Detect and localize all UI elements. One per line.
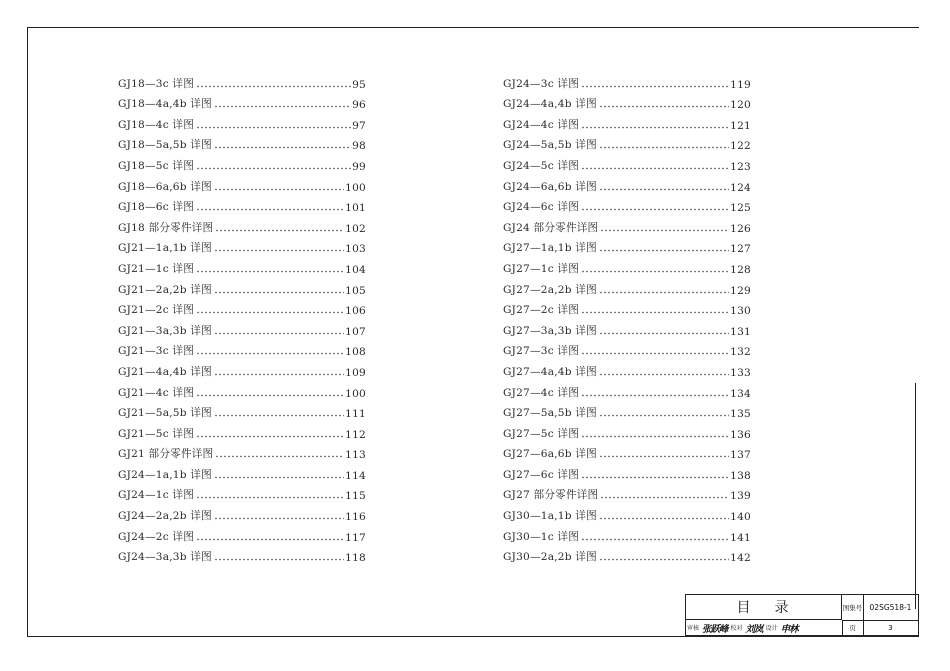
toc-entry-label: GJ24—1c 详图: [118, 489, 195, 502]
toc-entry: [118, 400, 366, 421]
toc-entry-label: GJ18—5c 详图: [118, 159, 195, 172]
toc-entry: [503, 461, 751, 482]
toc-dot-leader: [599, 332, 729, 335]
toc-dot-leader: [581, 352, 729, 355]
toc-entry-label: GJ18—6c 详图: [118, 201, 195, 214]
toc-entry: [118, 173, 366, 194]
toc-entry: [503, 297, 751, 318]
toc-entry: [503, 235, 751, 256]
toc-entry-page: 116: [345, 511, 366, 524]
toc-entry-label: GJ27—3a,3b 详图: [503, 324, 597, 337]
toc-entry: [503, 214, 751, 235]
toc-entry: [503, 400, 751, 421]
toc-entry-label: GJ24—6c 详图: [503, 201, 580, 214]
toc-entry-label: GJ27—6a,6b 详图: [503, 448, 597, 461]
toc-entry: [503, 173, 751, 194]
toc-dot-leader: [599, 414, 729, 417]
toc-entry-page: 131: [730, 325, 751, 338]
toc-dot-leader: [214, 558, 344, 561]
toc-entry-page: 138: [730, 469, 751, 482]
toc-dot-leader: [599, 373, 729, 376]
toc-entry-page: 104: [345, 263, 366, 276]
toc-entry-page: 108: [345, 346, 366, 359]
atlas-number: 02SG518-1: [863, 595, 918, 621]
toc-dot-leader: [599, 455, 729, 458]
toc-entry-page: 128: [730, 263, 751, 276]
toc-entry-label: GJ21—2c 详图: [118, 304, 195, 317]
toc-entry: [118, 502, 366, 523]
toc-entry-page: 101: [345, 202, 366, 215]
toc-entry-label: GJ27—4a,4b 详图: [503, 365, 597, 378]
toc-entry-label: GJ18—5a,5b 详图: [118, 139, 212, 152]
toc-entry-page: 135: [730, 408, 751, 421]
toc-dot-leader: [196, 394, 344, 397]
toc-entry-label: GJ27—1a,1b 详图: [503, 242, 597, 255]
toc-entry-label: GJ27—5c 详图: [503, 427, 580, 440]
toc-dot-leader: [214, 188, 344, 191]
toc-dot-leader: [581, 85, 729, 88]
toc-dot-leader: [581, 394, 729, 397]
toc-entry-page: 99: [352, 160, 366, 173]
toc-entry-label: GJ27—2a,2b 详图: [503, 283, 597, 296]
frame-top-border: [28, 27, 919, 28]
toc-dot-leader: [581, 270, 729, 273]
toc-entry-label: GJ30—1c 详图: [503, 530, 580, 543]
toc-entry-page: 136: [730, 428, 751, 441]
toc-entry: [503, 338, 751, 359]
toc-entry-label: GJ18—3c 详图: [118, 77, 195, 90]
toc-entry-page: 124: [730, 181, 751, 194]
toc-dot-leader: [196, 311, 344, 314]
toc-entry-page: 107: [345, 325, 366, 338]
toc-dot-leader: [196, 167, 351, 170]
toc-entry-label: GJ21—4a,4b 详图: [118, 365, 212, 378]
toc-entry-page: 114: [345, 469, 366, 482]
toc-entry-page: 97: [352, 119, 366, 132]
toc-entry-page: 139: [730, 490, 751, 503]
atlas-number-label: 图集号: [842, 595, 864, 621]
toc-dot-leader: [196, 208, 344, 211]
toc-entry-label: GJ18—6a,6b 详图: [118, 180, 212, 193]
toc-entry-label: GJ27—1c 详图: [503, 262, 580, 275]
toc-entry-page: 125: [730, 202, 751, 215]
frame-right-border: [915, 383, 916, 609]
toc-entry-page: 129: [730, 284, 751, 297]
toc-entry: [118, 194, 366, 215]
toc-entry-page: 121: [730, 119, 751, 132]
toc-entry-label: GJ24 部分零件详图: [503, 221, 599, 234]
designer-label: 设计: [765, 625, 778, 632]
toc-entry: [503, 502, 751, 523]
toc-entry: [118, 379, 366, 400]
toc-dot-leader: [196, 270, 344, 273]
toc-entry: [503, 194, 751, 215]
toc-entry-label: GJ21—3c 详图: [118, 345, 195, 358]
reviewer-label: 审核: [687, 625, 700, 632]
toc-entry-page: 119: [730, 78, 751, 91]
toc-entry-page: 137: [730, 449, 751, 462]
toc-dot-leader: [581, 311, 729, 314]
toc-entry: [118, 297, 366, 318]
page-label: 页: [842, 620, 864, 635]
toc-entry: [503, 358, 751, 379]
toc-entry-label: GJ18—4c 详图: [118, 118, 195, 131]
toc-dot-leader: [599, 517, 729, 520]
toc-dot-leader: [196, 85, 351, 88]
toc-entry-label: GJ27—4c 详图: [503, 386, 580, 399]
toc-dot-leader: [214, 332, 344, 335]
toc-entry: [118, 255, 366, 276]
toc-entry: [118, 420, 366, 441]
toc-entry: [118, 441, 366, 462]
toc-entry-label: GJ24—2c 详图: [118, 530, 195, 543]
title-block-title: 目录: [686, 595, 842, 620]
toc-dot-leader: [215, 455, 344, 458]
toc-entry: [503, 420, 751, 441]
toc-entry-label: GJ21—1a,1b 详图: [118, 242, 212, 255]
toc-entry-page: 141: [730, 531, 751, 544]
toc-entry-label: GJ24—6a,6b 详图: [503, 180, 597, 193]
toc-dot-leader: [214, 105, 351, 108]
toc-entry-label: GJ21—3a,3b 详图: [118, 324, 212, 337]
toc-dot-leader: [214, 476, 344, 479]
toc-dot-leader: [214, 146, 351, 149]
toc-entry-label: GJ27 部分零件详图: [503, 489, 599, 502]
toc-entry-page: 122: [730, 140, 751, 153]
toc-entry-label: GJ27—3c 详图: [503, 345, 580, 358]
toc-column-left: [118, 70, 366, 564]
toc-dot-leader: [599, 188, 729, 191]
toc-dot-leader: [196, 352, 344, 355]
toc-entry-page: 102: [345, 222, 366, 235]
toc-dot-leader: [215, 229, 344, 232]
toc-dot-leader: [581, 476, 729, 479]
toc-entry: [503, 482, 751, 503]
toc-entry: [503, 91, 751, 112]
toc-entry-label: GJ24—1a,1b 详图: [118, 468, 212, 481]
toc-entry-page: 115: [345, 490, 366, 503]
signature-row: [686, 620, 843, 635]
toc-entry: [118, 338, 366, 359]
toc-entry: [118, 152, 366, 173]
toc-entry-page: 132: [730, 346, 751, 359]
toc-entry-page: 123: [730, 160, 751, 173]
toc-entry: [503, 132, 751, 153]
toc-entry: [118, 317, 366, 338]
toc-entry-label: GJ24—5a,5b 详图: [503, 139, 597, 152]
toc-entry: [503, 523, 751, 544]
toc-entry-page: 106: [345, 305, 366, 318]
toc-entry: [503, 111, 751, 132]
toc-dot-leader: [196, 538, 344, 541]
toc-entry-label: GJ27—6c 详图: [503, 468, 580, 481]
toc-entry: [118, 544, 366, 565]
toc-entry: [118, 461, 366, 482]
toc-entry-page: 118: [345, 552, 366, 565]
toc-entry-label: GJ21—1c 详图: [118, 262, 195, 275]
toc-entry-page: 111: [345, 408, 366, 421]
toc-dot-leader: [581, 126, 729, 129]
designer-signature: 申林: [780, 623, 798, 635]
toc-entry: [503, 152, 751, 173]
toc-entry: [503, 70, 751, 91]
toc-entry-label: GJ24—5c 详图: [503, 159, 580, 172]
toc-entry-label: GJ21—5a,5b 详图: [118, 407, 212, 420]
toc-entry: [118, 91, 366, 112]
toc-entry: [118, 482, 366, 503]
toc-entry-label: GJ27—5a,5b 详图: [503, 407, 597, 420]
toc-entry-label: GJ24—4a,4b 详图: [503, 98, 597, 111]
toc-entry: [118, 235, 366, 256]
toc-entry-page: 105: [345, 284, 366, 297]
toc-dot-leader: [214, 414, 344, 417]
toc-dot-leader: [196, 496, 344, 499]
toc-entry-page: 127: [730, 243, 751, 256]
title-block: [685, 594, 919, 636]
toc-entry: [503, 255, 751, 276]
toc-entry-label: GJ30—1a,1b 详图: [503, 510, 597, 523]
toc-dot-leader: [214, 517, 344, 520]
toc-entry-page: 96: [352, 99, 366, 112]
toc-dot-leader: [599, 105, 729, 108]
toc-entry-page: 133: [730, 366, 751, 379]
toc-dot-leader: [214, 373, 344, 376]
toc-entry: [503, 276, 751, 297]
toc-entry-label: GJ24—2a,2b 详图: [118, 510, 212, 523]
toc-entry-page: 140: [730, 511, 751, 524]
toc-entry: [118, 214, 366, 235]
toc-dot-leader: [599, 558, 729, 561]
toc-entry-page: 130: [730, 305, 751, 318]
toc-entry: [118, 358, 366, 379]
toc-entry-label: GJ18—4a,4b 详图: [118, 98, 212, 111]
toc-entry: [118, 523, 366, 544]
toc-entry: [503, 441, 751, 462]
toc-dot-leader: [196, 435, 344, 438]
toc-entry: [503, 544, 751, 565]
reviewer-signature: 张跃峰: [702, 623, 728, 635]
toc-entry-page: 100: [345, 181, 366, 194]
frame-left-border: [27, 27, 28, 637]
toc-dot-leader: [599, 146, 729, 149]
toc-entry: [503, 379, 751, 400]
page-number: 3: [888, 623, 893, 632]
toc-entry-page: 95: [352, 78, 366, 91]
toc-entry-page: 103: [345, 243, 366, 256]
checker-label: 校对: [730, 625, 743, 632]
toc-dot-leader: [196, 126, 351, 129]
toc-entry-label: GJ18 部分零件详图: [118, 221, 214, 234]
toc-entry-page: 126: [730, 222, 751, 235]
toc-entry: [118, 111, 366, 132]
toc-entry-page: 109: [345, 366, 366, 379]
toc-entry-label: GJ24—4c 详图: [503, 118, 580, 131]
toc-entry-page: 113: [345, 449, 366, 462]
toc-entry-label: GJ30—2a,2b 详图: [503, 551, 597, 564]
toc-entry: [503, 317, 751, 338]
toc-entry-page: 112: [345, 428, 366, 441]
toc-entry-label: GJ24—3a,3b 详图: [118, 551, 212, 564]
checker-signature: 刘岚: [745, 623, 763, 635]
toc-entry-page: 142: [730, 552, 751, 565]
frame-bottom-border: [28, 636, 919, 637]
toc-entry: [118, 70, 366, 91]
toc-dot-leader: [214, 249, 344, 252]
toc-entry-page: 134: [730, 387, 751, 400]
toc-entry-page: 100: [345, 387, 366, 400]
toc-entry: [118, 276, 366, 297]
toc-entry-label: GJ21—2a,2b 详图: [118, 283, 212, 296]
toc-entry-label: GJ21—4c 详图: [118, 386, 195, 399]
toc-dot-leader: [600, 229, 729, 232]
toc-entry-label: GJ27—2c 详图: [503, 304, 580, 317]
toc-dot-leader: [581, 538, 729, 541]
toc-entry-page: 98: [352, 140, 366, 153]
toc-entry-page: 117: [345, 531, 366, 544]
toc-dot-leader: [214, 291, 344, 294]
toc-dot-leader: [599, 249, 729, 252]
toc-dot-leader: [600, 496, 729, 499]
toc-entry-label: GJ24—3c 详图: [503, 77, 580, 90]
toc-dot-leader: [599, 291, 729, 294]
toc-entry: [118, 132, 366, 153]
toc-entry-label: GJ21 部分零件详图: [118, 448, 214, 461]
toc-dot-leader: [581, 435, 729, 438]
toc-column-right: [503, 70, 751, 564]
toc-dot-leader: [581, 208, 729, 211]
toc-entry-label: GJ21—5c 详图: [118, 427, 195, 440]
toc-entry-page: 120: [730, 99, 751, 112]
toc-dot-leader: [581, 167, 729, 170]
